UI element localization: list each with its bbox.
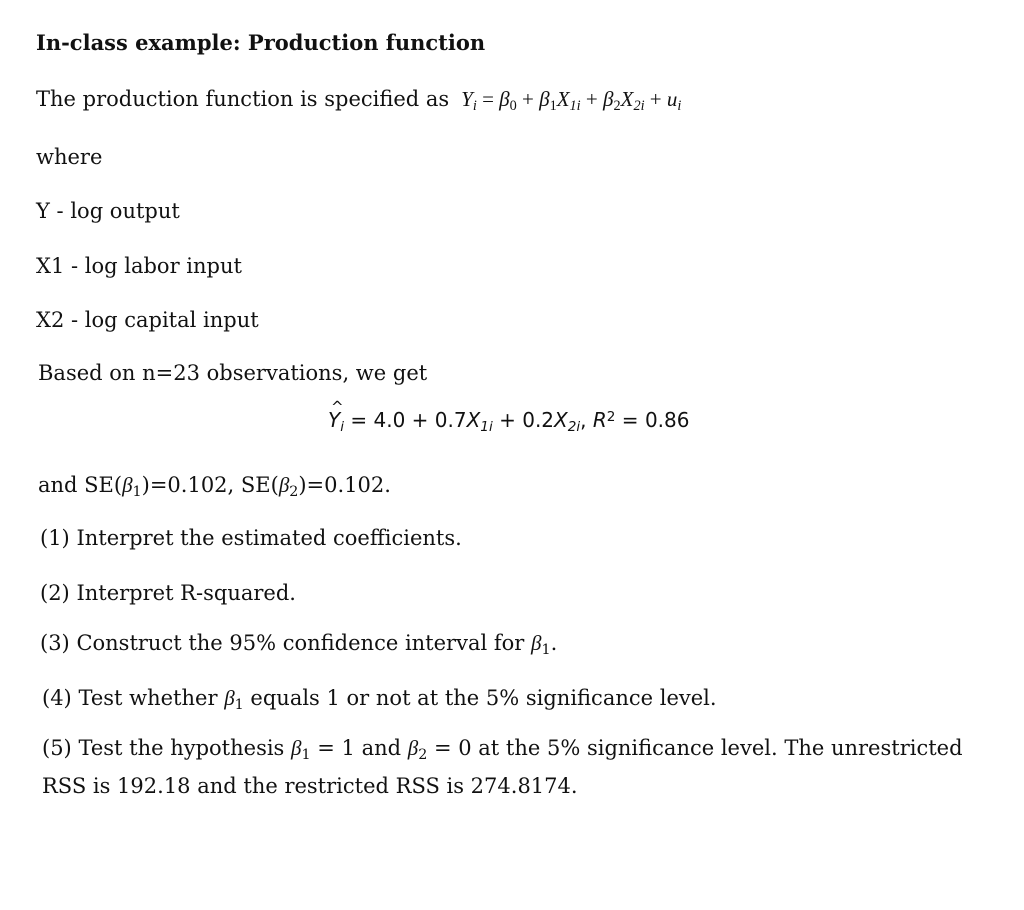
variable-description: log capital input xyxy=(84,308,259,332)
se-b1: 0.102 xyxy=(167,473,228,497)
question-5-continued: RSS is 192.18 and the restricted RSS is 274.8174. xyxy=(42,774,578,798)
variable-name: X2 xyxy=(36,308,65,332)
question-text-b: at the 5% significance level. The unrestricted xyxy=(478,736,963,760)
estimate-b2: 0.2 xyxy=(522,408,555,432)
variable-definition-x2: X2 - log capital input xyxy=(36,308,259,332)
question-5: (5) Test the hypothesis $\beta_1 = 1$ and $\beta_2 = 0$ at the 5% significance level. The unrestricted xyxy=(42,736,963,764)
question-number: (5) xyxy=(42,736,72,760)
question-3: (3) Construct the 95% confidence interval for $\beta_1$. xyxy=(40,631,558,659)
question-1 xyxy=(40,525,462,551)
variable-description: log output xyxy=(70,199,180,223)
question-2 xyxy=(40,580,296,606)
standard-errors: and $SE(\beta_1)=0.102$, $SE(\beta_2)=0.102$. xyxy=(38,473,391,501)
variable-definition-x1: X1 - log labor input xyxy=(36,254,242,278)
question-4: (4) Test whether $\beta_1$ equals 1 or not at the 5% significance level. xyxy=(42,686,717,714)
question-text-a: Test whether xyxy=(78,686,218,710)
se-b2: 0.102 xyxy=(324,473,385,497)
page-title: In-class example: Production function xyxy=(36,30,486,55)
variable-description: log labor input xyxy=(84,254,242,278)
estimate-r2: 0.86 xyxy=(644,408,690,432)
question-text: Interpret the estimated coefficients. xyxy=(76,526,462,550)
variable-definition-y: Y - log output xyxy=(36,199,180,223)
intro-text: The production function is specified as xyxy=(36,87,450,111)
question-text-and: and xyxy=(361,736,402,760)
observations-text: Based on n=23 observations, we get xyxy=(38,361,428,385)
question-text-b: equals 1 or not at the 5% significance level. xyxy=(250,686,717,710)
estimate-b1: 0.7 xyxy=(434,408,467,432)
question-text: Interpret R-squared. xyxy=(76,581,296,605)
estimated-equation: ^ $Y_i = 4.0 + 0.7X_{1i} + 0.2X_{2i}$, $R^2 = 0.86$ xyxy=(328,407,689,433)
y-hat: ^ Y xyxy=(328,407,340,433)
model-specification xyxy=(36,86,682,115)
variable-name: X1 xyxy=(36,254,65,278)
question-number: (1) xyxy=(40,526,70,550)
where-label: where xyxy=(36,145,103,169)
question-number: (2) xyxy=(40,581,70,605)
question-number: (4) xyxy=(42,686,72,710)
question-number: (3) xyxy=(40,631,70,655)
model-equation: $Y_i = \beta_0 + \beta_1X_{1i} + \beta_2X_{2i} + u_i$ xyxy=(455,87,682,115)
variable-name: Y xyxy=(36,199,50,223)
question-text-a: Test the hypothesis xyxy=(78,736,285,760)
se-prefix: and SE( xyxy=(38,473,123,497)
estimate-const: 4.0 xyxy=(373,408,406,432)
question-text: Construct the 95% confidence interval for xyxy=(76,631,525,655)
